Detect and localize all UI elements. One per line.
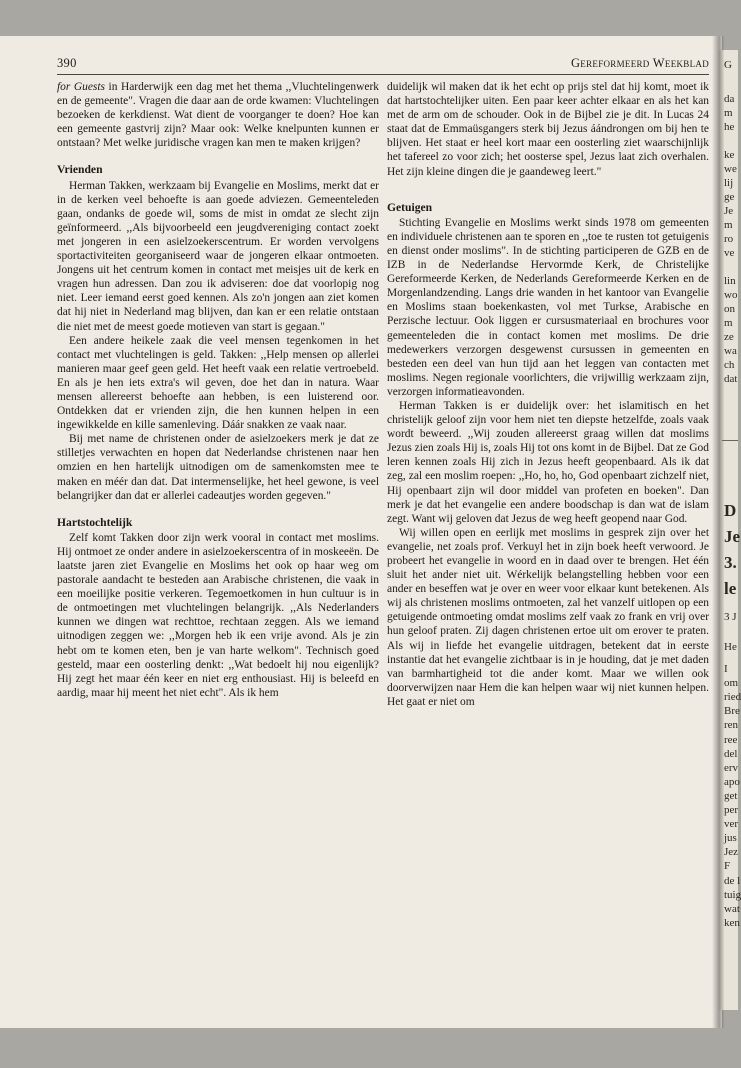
section-heading-hartstochtelijk: Hartstochtelijk xyxy=(57,515,133,529)
fragment-line: wat xyxy=(724,902,740,915)
column-left xyxy=(57,80,379,1020)
fragment-heading: le xyxy=(724,579,737,598)
fragment-line: F xyxy=(724,860,731,873)
paragraph: Herman Takken is er duidelijk over: het islamitisch en het christelijk geloof zijn voor hem niet ten diepste hetzelfde, zoals vaak wordt beweerd. ,,Wij zouden allereerst graag willen dat moslims Jezus zien zoals Hij is, zoals Hij tot ons komt in de Bijbel. Dat ze God leren kennen zoals Hij zich in Jezus heeft geopenbaard. Als ik dat zeg, zal een moslim roepen: ,,Ho, ho, ho, God openbaart zichzelf niet, Hij openbaart zijn wil door middel van profeten en boeken". Dan merk je dat het evangelie een andere boodschap is dan wat de islam zegt. Want wij geloven dat Jezus de weg heeft geopend naar God. xyxy=(387,399,709,525)
fragment-heading: D xyxy=(724,501,737,520)
fragment-line: ch xyxy=(724,359,735,371)
fragment-line: m xyxy=(724,107,733,119)
fragment-header: G xyxy=(724,59,732,71)
paragraph: Bij met name de christenen onder de asielzoekers merk je dat ze stilletjes verwachten en hopen dat Nederlandse christenen naar hen omzien en hen hartelijk uitnodigen om de samenkomsten mee te maken en méér dan dat. Dat intermenselijke, het heel gewone, is veel belangrijker dan dat er allerlei cadeautjes worden gegeven." xyxy=(57,433,379,502)
fragment-line: wo xyxy=(724,289,738,301)
fragment-line: get xyxy=(724,789,738,802)
section-heading-vrienden: Vrienden xyxy=(57,163,103,177)
intro-paragraph xyxy=(57,80,379,150)
fragment-line: ke xyxy=(724,149,735,161)
intro-text: in Harderwijk een dag met het thema ,,Vluchtelingenwerk en de gemeente". Vragen die daar aan de orde kwamen: Vluchtelingen bezoeken de kerkdienst. Wat dient de voorganger te doen? Hoe kan een gemeente gastvrij zijn? Maar ook: Welke knelpunten kunnen er ontstaan? Met welke juridische vragen kan men te maken krijgen? xyxy=(57,81,380,150)
fragment-line: m xyxy=(724,219,733,231)
fragment-subhead: He xyxy=(724,641,737,653)
page-gutter xyxy=(712,36,724,1028)
paragraph: Een andere heikele zaak die veel mensen tegenkomen in het contact met vluchtelingen is geld. Takken: ,,Help mensen op allerlei manieren maar geef geen geld. Het heeft vaak een relatie vertroebeld. En als je hen iets extra's wil geven, doe het dan in natura. Waar mensen allereerst behoefte aan hebben, is een luisterend oor. Ontdekken dat er vrienden zijn, die hen kunnen helpen in een ingewikkelde en kille samenleving. Dáár snakken ze vaak naar. xyxy=(57,334,379,432)
fragment-line: ver xyxy=(724,818,739,831)
fragment-line: lij xyxy=(724,177,734,189)
fragment-line: ren xyxy=(724,719,739,732)
fragment-heading: Je xyxy=(724,527,741,546)
fragment-line: m xyxy=(724,317,733,329)
fragment-line: da xyxy=(724,93,735,105)
continued-paragraph: duidelijk wil maken dat ik het echt op prijs stel dat hij komt, moet ik dat hartstochtelijker uiten. Een paar keer achter elkaar en als het kan met de arm om de schouder. Ook in de Bijbel zie je dit. In Lucas 24 staat dat de Emmaüsgangers sterk bij Jezus áándrongen om bij hen te blijven. Het staat er heel kort maar een oosterling ziet waarschijnlijk het tafereel zo voor zich; het oosterse spel, Jezus laat zich overhalen. Het zijn kleine dingen die je gaandeweg leert." xyxy=(387,81,709,178)
fragment-line: wa xyxy=(724,345,737,357)
paragraph: Wij willen open en eerlijk met moslims in gesprek zijn over het evangelie, net zoals prof. Verkuyl het in zijn boek heeft verwoord. Je probeert het evangelie in woord en in daad over te brengen. Het één sluit het ander niet uit. Wérkelijk belangstelling hebben voor een ander en beseffen wat je over en weer voor elkaar kunt betekenen. Als wij als christenen moslims ontmoeten, zal het vanzelf uitlopen op een getuigende ontmoeting omdat moslims zelf vaak zo frank en vrij over hun geloof praten. Zij dagen christenen ertoe uit om erover te praten. Als wij in liefde het evangelie uitdragen, betekent dat in eerste instantie dat het evangelie zichtbaar is in je houding, dat je met daden van barmhartigheid tot die ander komt. Maar we willen ook doorverwijzen naar Hem die kan helpen waar wij niet kunnen helpen. Het gaat er niet om xyxy=(387,526,709,708)
fragment-line: jus xyxy=(724,832,737,845)
fragment-heading: 3. xyxy=(724,553,737,572)
fragment-date: 3 J xyxy=(724,611,737,623)
fragment-line: ried xyxy=(724,691,741,704)
fragment-line: dat xyxy=(724,373,738,385)
fragment-line: ro xyxy=(724,233,734,245)
fragment-line: del xyxy=(724,747,738,760)
fragment-line: he xyxy=(724,121,735,133)
fragment-line: tuig xyxy=(724,888,741,901)
fragment-line: ve xyxy=(724,247,735,259)
page-number: 390 xyxy=(57,56,77,70)
paragraph: Zelf komt Takken door zijn werk vooral in contact met moslims. Hij ontmoet ze onder andere in asielzoekerscentra of in moskeeën. De laatste jaren ziet Evangelie en Moslims het ook op haar weg om pastorale aandacht te besteden aan Arabische christenen, die vaak in een moeilijke positie verkeren. Tegemoetkomen in hun cultuur is in de ontmoetingen met vluchtelingen belangrijk. ,,Als Nederlanders kunnen we dingen wat rechttoe, rechtaan zeggen. Als we iemand uitnodigen zeggen we: ,,Morgen heb ik een vrije avond. Als je zin hebt om te komen eten, ben je van harte welkom". Technisch goed gesteld, maar een oosterling denkt: ,,Wat bedoelt hij nou eigenlijk? Hij zegt het maar één keer en niet erg enthousiast. Hij is beleefd en aardig, maar hij meent het niet echt". Als ik hem xyxy=(57,531,379,699)
fragment-line: om xyxy=(724,677,739,690)
fragment-line: apo xyxy=(724,775,740,788)
fragment-line: Jez xyxy=(724,846,739,859)
journal-title: Gereformeerd Weekblad xyxy=(570,56,709,70)
fragment-line: lin xyxy=(724,275,736,287)
column-right xyxy=(387,80,709,1020)
intro-italic: for Guests xyxy=(57,81,106,93)
paragraph: Herman Takken, werkzaam bij Evangelie en Moslims, merkt dat er in de kerken veel behoefte is aan goede adviezen. Gemeenteleden gaan, ondanks de goede wil, soms de mist in omdat ze slecht zijn geïnformeerd. ,,Als bijvoorbeeld een jeugdvereniging contact zoekt met jongeren in een asielzoekerscentrum. Er worden vervolgens sportactiviteiten georganiseerd waar de jongeren elkaar ontmoeten. Jongens uit het centrum komen in contact met meisjes uit de kerk en vragen hun adressen. Dan zou ik adviseren: doe dat voorlopig nog niet. Leer iemand eerst goed kennen. Als zo'n jongen aan ziet komen dat hij niet in Nederland mag blijven, dan kan er een relatie ontstaan die niet met de meest goede motieven van start is gegaan." xyxy=(57,179,379,333)
fragment-line: I xyxy=(724,663,728,675)
header-rule xyxy=(57,74,709,75)
fragment-rule xyxy=(722,440,738,441)
fragment-line: ree xyxy=(724,733,738,746)
fragment-line: de l xyxy=(724,874,741,887)
fragment-line: ge xyxy=(724,191,735,203)
paragraph: Stichting Evangelie en Moslims werkt sinds 1978 om gemeenten en individuele christenen aan te sporen en ,,toe te rusten tot getuigenis en dienst onder moslims". In de stichting participeren de GZB en de IZB in de Nederlandse Hervormde Kerk, de Christelijke Gereformeerde Kerken, de Nederlands Gereformeerde Kerken en de Morgenlandzending. Langs drie wanden in het kantoor van Evangelie en Moslims staan boekenkasten, vol met Turkse, Arabische en Perzische lectuur. Ook liggen er cursusmateriaal en brochures voor gemeenteleden die in contact komen met moslims. De drie medewerkers verzorgen desgewenst cursussen in gemeenten en besteden een deel van hun tijd aan het leggen van contacten met moslims. Negen regionale voorlichters, die vrijwillig werkzaam zijn, verzorgen informatieavonden. xyxy=(387,216,709,398)
fragment-line: per xyxy=(724,804,739,816)
fragment-line: ze xyxy=(724,331,734,343)
fragment-line: we xyxy=(724,163,737,175)
section-heading-getuigen: Getuigen xyxy=(387,200,433,214)
running-header xyxy=(57,56,709,74)
fragment-line: ken xyxy=(724,916,740,929)
fragment-line: Bre xyxy=(724,705,740,718)
fragment-line: Je xyxy=(724,205,734,217)
fragment-line: erv xyxy=(724,761,739,774)
fragment-line: on xyxy=(724,303,735,315)
